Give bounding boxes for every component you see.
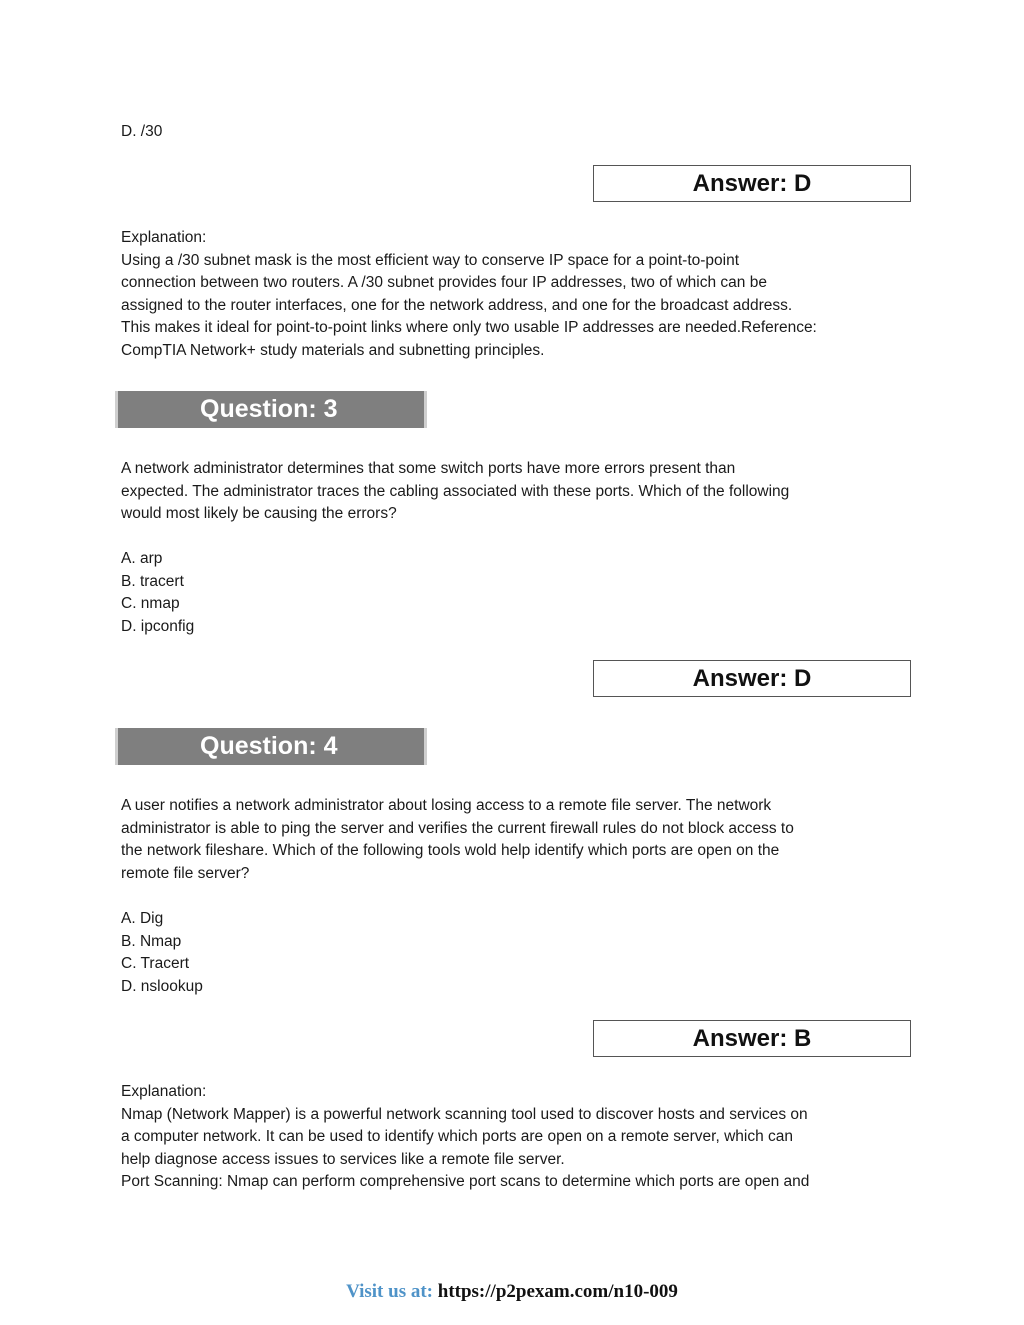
q2-explanation — [121, 227, 891, 362]
q4-option-b: B. Nmap — [121, 932, 182, 950]
q4-option-c: C. Tracert — [121, 955, 190, 972]
q4-question-line: administrator is able to ping the server and verifies the current firewall rules do not block access to — [121, 819, 794, 837]
q2-answer-box: Answer: D — [593, 165, 911, 202]
page-footer — [0, 1281, 1024, 1303]
q3-question-line: A network administrator determines that some switch ports have more errors present than — [121, 460, 736, 477]
q2-explanation-line: This makes it ideal for point-to-point links where only two usable IP addresses are needed.Reference: — [121, 319, 817, 336]
q3-option-d: D. ipconfig — [121, 617, 195, 635]
q3-option-b: B. tracert — [121, 572, 184, 590]
q3-option-c: C. nmap — [121, 595, 180, 612]
q4-title-bar: Question: 4 — [115, 728, 427, 765]
q3-options — [121, 548, 891, 638]
q4-question-line: remote file server? — [121, 864, 250, 882]
q2-explanation-label: Explanation: — [121, 229, 207, 246]
q3-title-bar: Question: 3 — [115, 391, 427, 428]
q4-explanation-line: Port Scanning: Nmap can perform comprehensive port scans to determine which ports are open and — [121, 1173, 810, 1190]
q3-question-line: expected. The administrator traces the cabling associated with these ports. Which of the following — [121, 482, 790, 500]
q4-explanation-label: Explanation: — [121, 1083, 207, 1100]
q3-question-line: would most likely be causing the errors? — [121, 505, 397, 522]
q4-option-a: A. Dig — [121, 910, 164, 927]
q2-explanation-line: Using a /30 subnet mask is the most efficient way to conserve IP space for a point-to-point — [121, 251, 740, 269]
q2-explanation-line: assigned to the router interfaces, one for the network address, and one for the broadcast address. — [121, 296, 793, 314]
q3-option-a: A. arp — [121, 550, 163, 567]
q4-explanation-line: help diagnose access issues to services like a remote file server. — [121, 1150, 565, 1168]
q3-question — [121, 458, 891, 526]
q2-explanation-line: CompTIA Network+ study materials and subnetting principles. — [121, 341, 545, 359]
q2-option-d: D. /30 — [121, 123, 163, 140]
q2-explanation-line: connection between two routers. A /30 subnet provides four IP addresses, two of which can be — [121, 274, 767, 291]
q4-explanation-line: Nmap (Network Mapper) is a powerful network scanning tool used to discover hosts and services on — [121, 1105, 808, 1123]
q4-explanation — [121, 1081, 891, 1194]
q4-explanation-line: a computer network. It can be used to identify which ports are open on a remote server, which can — [121, 1128, 794, 1145]
footer-label: Visit us at: — [346, 1281, 433, 1302]
q3-answer-box: Answer: D — [593, 660, 911, 697]
q4-question-line: the network fileshare. Which of the following tools wold help identify which ports are open on the — [121, 842, 780, 859]
footer-url-link[interactable]: https://p2pexam.com/n10-009 — [437, 1281, 678, 1302]
q4-question-line: A user notifies a network administrator about losing access to a remote file server. The network — [121, 797, 772, 814]
q4-answer-box: Answer: B — [593, 1020, 911, 1057]
q4-question — [121, 795, 891, 885]
q4-options — [121, 908, 891, 998]
q4-option-d: D. nslookup — [121, 977, 203, 995]
